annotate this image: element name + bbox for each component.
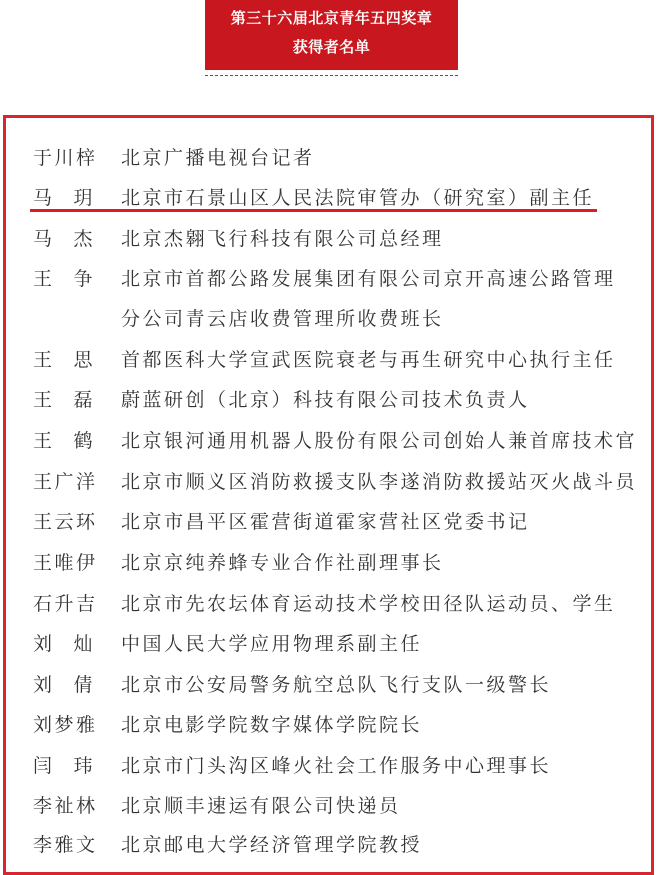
awardee-description: 北京市石景山区人民法院审管办（研究室）副主任	[121, 187, 595, 209]
title-line-1: 第三十六届北京青年五四奖章	[230, 9, 433, 27]
awardee-description: 北京市首都公路发展集团有限公司京开高速公路管理	[121, 268, 616, 290]
awardee-name-char: 磊	[73, 389, 95, 411]
awardee-description: 北京市昌平区霍营街道霍家营社区党委书记	[121, 511, 530, 533]
awardee-name-char: 灿	[73, 633, 95, 655]
awardee-name-char: 刘	[33, 633, 55, 655]
awardee-description: 北京市先农坛体育运动技术学校田径队运动员、学生	[121, 593, 616, 615]
highlight-underline	[30, 209, 597, 212]
awardee-name-char: 闫	[33, 755, 55, 777]
awardee-description: 蔚蓝研创（北京）科技有限公司技术负责人	[121, 389, 530, 411]
awardee-description: 首都医科大学宣武医院衰老与再生研究中心执行主任	[121, 349, 616, 371]
awardee-name	[33, 224, 95, 251]
awardee-name-char: 鹤	[73, 430, 95, 452]
awardee-description: 北京市公安局警务航空总队飞行支队一级警长	[121, 674, 552, 696]
awardee-name	[33, 670, 95, 697]
title-banner	[205, 0, 458, 70]
awardee-name-char: 倩	[73, 674, 95, 696]
awardee-description: 北京杰翱飞行科技有限公司总经理	[121, 228, 444, 250]
awardee-name: 李雅文	[33, 834, 98, 856]
awardee-name-char: 刘	[33, 674, 55, 696]
awardee-description: 北京广播电视台记者	[121, 147, 315, 169]
awardee-name	[33, 629, 95, 656]
awardee-name: 刘梦雅	[33, 714, 98, 736]
awardee-name-char: 王	[33, 349, 55, 371]
awardee-name-char: 王	[33, 430, 55, 452]
awardee-name	[33, 426, 95, 453]
awardee-name: 李祉林	[33, 795, 98, 817]
awardee-description: 北京顺丰速运有限公司快递员	[121, 795, 401, 817]
awardee-description: 北京京纯养蜂专业合作社副理事长	[121, 552, 444, 574]
awardee-description: 中国人民大学应用物理系副主任	[121, 633, 423, 655]
title-divider	[205, 75, 458, 76]
awardee-name: 王云环	[33, 511, 98, 533]
awardee-name	[33, 264, 95, 291]
awardee-name-char: 玥	[73, 187, 95, 209]
awardee-name-char: 王	[33, 389, 55, 411]
awardee-description-continued: 分公司青云店收费管理所收费班长	[121, 308, 444, 330]
awardee-name: 石升吉	[33, 593, 98, 615]
awardee-description: 北京市顺义区消防救援支队李遂消防救援站灭火战斗员	[121, 471, 638, 493]
awardee-description: 北京市门头沟区峰火社会工作服务中心理事长	[121, 755, 552, 777]
awardee-name	[33, 751, 95, 778]
awardee-name: 王广洋	[33, 471, 98, 493]
awardee-name-char: 玮	[73, 755, 95, 777]
awardee-name	[33, 385, 95, 412]
awardee-description: 北京电影学院数字媒体学院院长	[121, 714, 423, 736]
awardee-name: 王唯伊	[33, 552, 98, 574]
awardee-name	[33, 345, 95, 372]
awardee-name-char: 马	[33, 187, 55, 209]
awardee-name-char: 争	[73, 268, 95, 290]
awardee-name	[33, 183, 95, 210]
awardee-description: 北京邮电大学经济管理学院教授	[121, 834, 423, 856]
awardee-description: 北京银河通用机器人股份有限公司创始人兼首席技术官	[121, 430, 638, 452]
awardee-name-char: 思	[73, 349, 95, 371]
awardee-name-char: 马	[33, 228, 55, 250]
title-line-2: 获得者名单	[292, 38, 371, 56]
awardee-name-char: 杰	[73, 228, 95, 250]
awardee-name-char: 王	[33, 268, 55, 290]
awardee-name: 于川梓	[33, 147, 98, 169]
